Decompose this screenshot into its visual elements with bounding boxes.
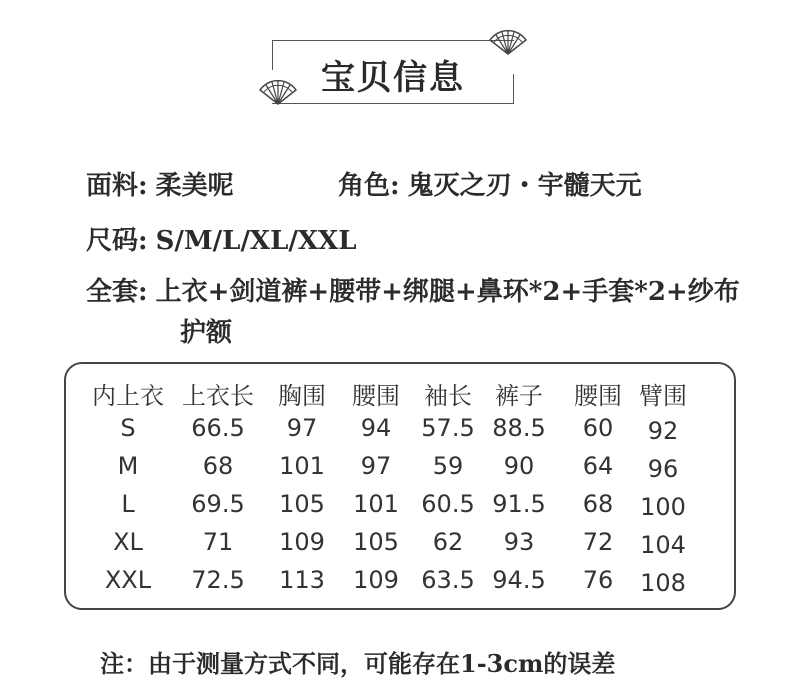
table-cell: 104 — [640, 531, 686, 559]
size-label: 尺码: — [86, 226, 148, 256]
folding-fan-icon — [488, 30, 528, 56]
table-cell: 64 — [582, 452, 614, 480]
table-cell: 63.5 — [421, 566, 475, 594]
table-header-cell: 腰围 — [574, 382, 622, 410]
frame-line-top — [272, 40, 514, 41]
table-cell: 59 — [432, 452, 464, 480]
table-cell: 109 — [353, 566, 399, 594]
set-value-line2: 护额 — [180, 318, 233, 348]
fabric-info — [86, 165, 234, 202]
size-row-label: M — [117, 452, 139, 480]
table-header-cell: 胸围 — [278, 382, 326, 410]
size-row-label: S — [120, 414, 136, 442]
role-value: 鬼灭之刃・宇髓天元 — [407, 171, 642, 201]
table-header-cell: 袖长 — [424, 382, 472, 410]
table-cell: 57.5 — [421, 414, 475, 442]
size-value: S/M/L/XL/XXL — [155, 226, 357, 256]
table-cell: 69.5 — [191, 490, 245, 518]
title-frame — [272, 40, 514, 104]
set-info — [86, 272, 746, 312]
size-row-label: XXL — [104, 566, 152, 594]
table-cell: 60.5 — [421, 490, 475, 518]
table-cell: 113 — [279, 566, 325, 594]
role-label: 角色: — [338, 171, 400, 201]
table-cell: 97 — [360, 452, 392, 480]
table-cell: 96 — [647, 455, 679, 483]
size-row-label: L — [121, 490, 135, 518]
table-cell: 101 — [353, 490, 399, 518]
size-row-label: XL — [113, 528, 143, 556]
table-cell: 68 — [582, 490, 614, 518]
table-cell: 94 — [360, 414, 392, 442]
table-cell: 62 — [432, 528, 464, 556]
table-header-cell: 裤子 — [495, 382, 543, 410]
table-cell: 91.5 — [492, 490, 546, 518]
set-label: 全套: — [86, 277, 148, 307]
role-info — [338, 165, 642, 202]
table-cell: 72 — [582, 528, 614, 556]
table-header-cell: 腰围 — [352, 382, 400, 410]
table-cell: 97 — [286, 414, 318, 442]
table-cell: 68 — [202, 452, 234, 480]
table-cell: 66.5 — [191, 414, 245, 442]
fabric-label: 面料: — [86, 171, 148, 201]
table-cell: 109 — [279, 528, 325, 556]
set-value-line1: 上衣+剑道裤+腰带+绑腿+鼻环*2+手套*2+纱布 — [155, 277, 740, 307]
table-cell: 105 — [353, 528, 399, 556]
table-cell: 76 — [582, 566, 614, 594]
folding-fan-icon — [258, 80, 298, 106]
table-cell: 71 — [202, 528, 234, 556]
table-header-cell: 上衣长 — [182, 382, 254, 410]
set-info-continued — [180, 312, 232, 349]
table-cell: 94.5 — [492, 566, 546, 594]
table-cell: 101 — [279, 452, 325, 480]
size-info — [86, 220, 357, 257]
table-cell: 60 — [582, 414, 614, 442]
table-header-cell: 臂围 — [639, 382, 687, 410]
table-cell: 72.5 — [191, 566, 245, 594]
table-cell: 100 — [640, 493, 686, 521]
table-cell: 108 — [640, 569, 686, 597]
table-cell: 93 — [503, 528, 535, 556]
table-cell: 92 — [647, 417, 679, 445]
page-title: 宝贝信息 — [321, 58, 465, 98]
table-cell: 105 — [279, 490, 325, 518]
table-header-cell: 内上衣 — [92, 382, 164, 410]
measurement-note: 注：由于测量方式不同，可能存在1-3cm的误差 — [100, 649, 616, 678]
table-cell: 88.5 — [492, 414, 546, 442]
fabric-value: 柔美呢 — [155, 171, 234, 201]
frame-line-bottom — [272, 103, 514, 104]
size-table-box — [64, 362, 736, 610]
table-cell: 90 — [503, 452, 535, 480]
